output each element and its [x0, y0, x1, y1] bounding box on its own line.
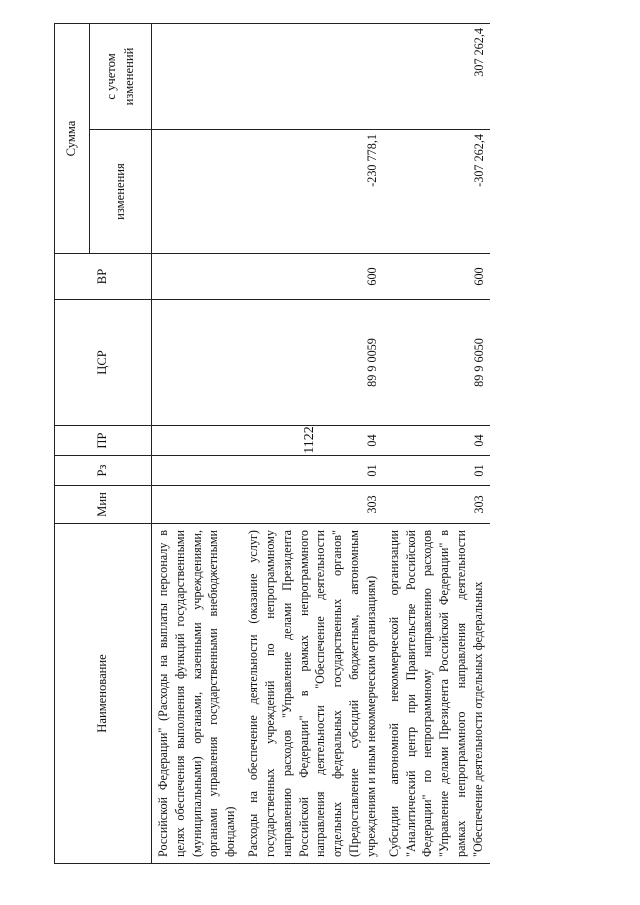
row-csr: 89 9 6050 [383, 300, 490, 426]
header-vr: ВР [55, 254, 152, 300]
row-rz: 01 [383, 456, 490, 486]
row-name: Российской Федерации" (Расходы на выплаты персоналу в целях обеспечения выполнения функций государственными (муниципальными) органами, казенными учреждениями, органами управления государственными внебюджетными фондами) [152, 524, 243, 864]
row-min [152, 486, 243, 524]
row-vr: 600 [383, 254, 490, 300]
table-row [242, 23, 383, 863]
row-pr [152, 426, 243, 456]
row-with-change [242, 23, 383, 129]
budget-table-page [54, 24, 614, 864]
header-name: Наименование [55, 524, 152, 864]
row-change: -307 262,4 [383, 130, 490, 254]
row-rz: 01 [242, 456, 383, 486]
row-name: Субсидии автономной некоммерческой организации "Аналитический центр при Правительстве Российской Федерации" по непрограммному направлению расходов "Управление делами Президента Российской Федерации" в рамках непрограммного направления деятельности "Обеспечение деятельности отдельных федеральных [383, 524, 490, 864]
table-row [383, 23, 490, 863]
row-pr: 04 [383, 426, 490, 456]
row-vr [152, 254, 243, 300]
row-change [152, 130, 243, 254]
row-min: 303 [242, 486, 383, 524]
header-pr: ПР [55, 426, 152, 456]
header-csr: ЦСР [55, 300, 152, 426]
header-rz: Рз [55, 456, 152, 486]
row-csr: 89 9 0059 [242, 300, 383, 426]
header-sum: Сумма [55, 23, 90, 253]
header-with-change: с учетом изменений [90, 23, 152, 129]
row-change: -230 778,1 [242, 130, 383, 254]
budget-table [54, 23, 490, 864]
header-min: Мин [55, 486, 152, 524]
header-change: изменения [90, 130, 152, 254]
row-pr: 04 [242, 426, 383, 456]
row-with-change [152, 23, 243, 129]
row-name: Расходы на обеспечение деятельности (оказание услуг) государственных учреждений по непрограммному направлению расходов "Управление делами Президента Российской Федерации" в рамках непрограммного направления деятельности "Обеспечение деятельности отдельных федеральных государственных органов" (Предоставление субсидий бюджетным, автономным учреждениям и иным некоммерческим организациям) [242, 524, 383, 864]
row-with-change: 307 262,4 [383, 23, 490, 129]
page-number: 1122 [302, 426, 317, 454]
row-min: 303 [383, 486, 490, 524]
row-rz [152, 456, 243, 486]
table-row [152, 23, 243, 863]
row-vr: 600 [242, 254, 383, 300]
row-csr [152, 300, 243, 426]
